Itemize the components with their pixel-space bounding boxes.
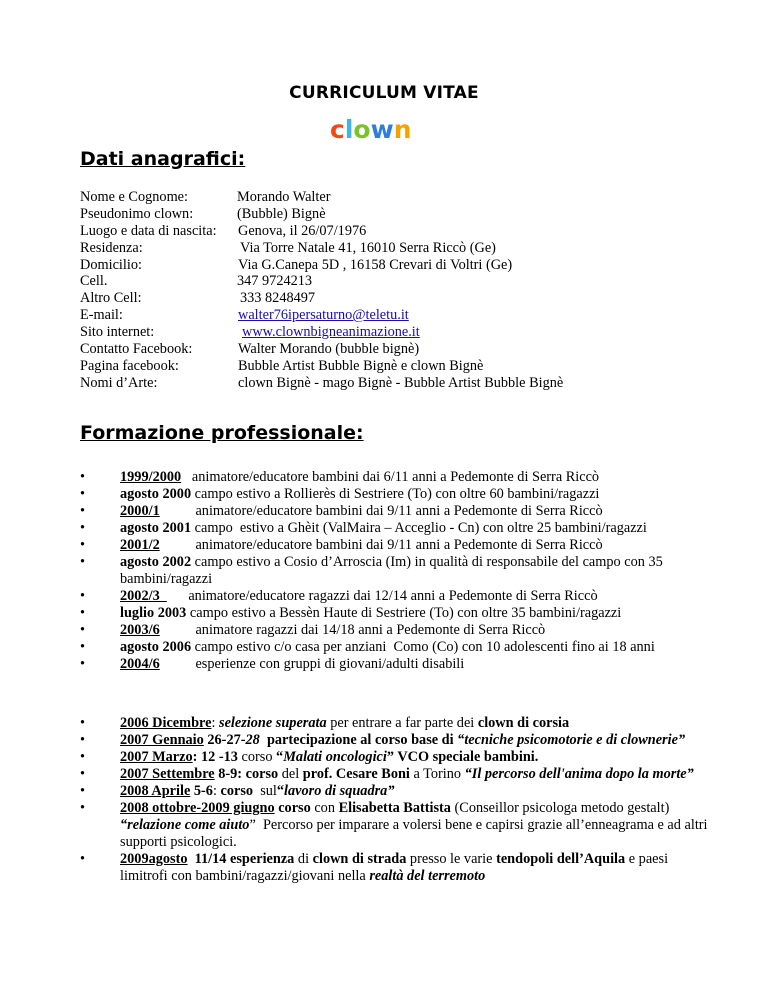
bullet-icon: • [80, 588, 86, 604]
training-item [80, 749, 710, 766]
training-text: 2008 ottobre-2009 giugno [120, 800, 275, 816]
bullet-icon: • [80, 656, 86, 672]
personal-row-value: clown Bignè - mago Bignè - Bubble Artist Bubble Bignè [238, 374, 564, 391]
training-text: presso le varie [406, 851, 497, 867]
training-text: : [211, 715, 219, 731]
training-text: del [278, 766, 303, 782]
training-text: 2001/2 [120, 537, 160, 553]
training-item [80, 588, 710, 605]
training-text: con [310, 800, 339, 816]
training-item [80, 503, 710, 520]
training-text: animatore/educatore bambini dai 9/11 anni a Pedemonte di Serra Riccò [159, 537, 603, 553]
personal-row-label: Cell. [80, 273, 108, 290]
training-heading: Formazione professionale: [80, 422, 364, 444]
personal-row-label: Pagina facebook: [80, 357, 179, 374]
personal-row-value: Via G.Canepa 5D , 16158 Crevari di Voltri (Ge) [238, 256, 513, 273]
training-item [80, 486, 710, 503]
training-list-courses [80, 715, 710, 885]
bullet-icon: • [80, 622, 86, 638]
personal-row-label: Altro Cell: [80, 290, 142, 307]
bullet-icon: • [80, 800, 86, 816]
personal-row-value: Genova, il 26/07/1976 [238, 222, 367, 239]
personal-row-value: Morando Walter [237, 189, 331, 205]
training-item [80, 520, 710, 537]
training-text: sul [253, 783, 277, 799]
personal-row-value: 333 8248497 [240, 290, 316, 307]
document-title: CURRICULUM VITAE [289, 83, 479, 103]
training-item [80, 800, 710, 851]
bullet-icon: • [80, 537, 86, 553]
training-text: agosto 2001 [120, 520, 192, 536]
training-text: Malati oncologici [283, 749, 387, 765]
training-text: “relazione come aiuto [120, 817, 250, 833]
training-text: campo estivo a Cosio d’Arroscia (Im) in qualità di responsabile del campo con 35 bambini/ragazzi [120, 554, 667, 587]
training-text: campo estivo a Bessèn Haute di Sestriere (To) con oltre 35 bambini/ragazzi [186, 605, 622, 621]
training-item [80, 622, 710, 639]
training-item [80, 537, 710, 554]
personal-row-label: Sito internet: [80, 324, 155, 341]
website-link[interactable]: www.clownbigneanimazione.it [242, 324, 420, 341]
training-item [80, 783, 710, 800]
personal-row-label: Residenza: [80, 239, 143, 256]
training-text: 2006 Dicembre [120, 715, 212, 731]
personal-row-value: 347 9724213 [237, 273, 313, 290]
training-text: ” Percorso per imparare a volersi bene e capirsi grazie all’enneagrama e ad altri supporti psicologici. [120, 817, 712, 850]
training-text: esperienze con gruppi di giovani/adulti disabili [159, 656, 465, 672]
personal-row-label: Nome e Cognome: [80, 189, 189, 205]
training-item [80, 605, 710, 622]
training-text: agosto 2006 [120, 639, 192, 655]
bullet-icon: • [80, 639, 86, 655]
personal-row-label: Domicilio: [80, 256, 142, 273]
training-item [80, 639, 710, 656]
training-text: 2007 Marzo [120, 749, 193, 765]
training-text: corso [237, 749, 277, 765]
training-text: clown di corsia [477, 715, 570, 731]
training-item [80, 656, 710, 673]
personal-row-label: E-mail: [80, 307, 123, 324]
training-text: 2004/6 [120, 656, 160, 672]
personal-data-heading: Dati anagrafici: [80, 148, 246, 170]
training-text: campo estivo a Ghèit (ValMaira – Acceglio - Cn) con oltre 25 bambini/ragazzi [191, 520, 647, 536]
training-text: selezione superata [219, 715, 327, 731]
training-text: ” VCO speciale bambini. [386, 749, 539, 765]
training-item [80, 851, 710, 885]
training-item [80, 469, 710, 486]
training-text: “tecniche psicomotorie e di clownerie” [457, 732, 686, 748]
training-text: campo estivo a Rollierès di Sestriere (To) con oltre 60 bambini/ragazzi [191, 486, 600, 502]
bullet-icon: • [80, 605, 86, 621]
training-text: animatore ragazzi dai 14/18 anni a Pedemonte di Serra Riccò [159, 622, 546, 638]
clown-letter: n [393, 115, 412, 144]
training-text: : 12 -13 [192, 749, 238, 765]
personal-row-label: Nomi d’Arte: [80, 374, 158, 391]
bullet-icon: • [80, 766, 86, 782]
clown-letter: l [344, 115, 354, 144]
training-text: 26-27- [203, 732, 246, 748]
personal-row-label: Pseudonimo clown: [80, 205, 194, 222]
training-text: 2008 Aprile [120, 783, 191, 799]
training-text: prof. Cesare Boni [302, 766, 410, 782]
training-item [80, 766, 710, 783]
training-item [80, 732, 710, 749]
training-text: a Torino [409, 766, 465, 782]
personal-row-label: Luogo e data di nascita: [80, 222, 217, 239]
personal-row-value: Bubble Artist Bubble Bignè e clown Bignè [238, 357, 484, 374]
training-text: animatore/educatore bambini dai 6/11 anni a Pedemonte di Serra Riccò [181, 469, 600, 485]
clown-letter: c [330, 115, 345, 144]
clown-letter: w [370, 115, 394, 144]
training-text: tendopoli dell’Aquila [496, 851, 626, 867]
training-text: 1999/2000 [120, 469, 182, 485]
training-text: realtà del terremoto [369, 868, 486, 884]
personal-row-value: (Bubble) Bignè [237, 205, 326, 222]
training-text: lavoro di squadra” [284, 783, 395, 799]
training-text: corso [274, 800, 311, 816]
training-text: partecipazione al corso base di [259, 732, 458, 748]
personal-row-label: Contatto Facebook: [80, 341, 193, 358]
clown-logo [330, 115, 412, 144]
training-text: 2007 Gennaio [120, 732, 204, 748]
training-text: animatore/educatore bambini dai 9/11 anni a Pedemonte di Serra Riccò [159, 503, 603, 519]
training-text: 5-6 [190, 783, 213, 799]
email-link[interactable]: walter76ipersaturno@teletu.it [238, 307, 409, 324]
training-text: animatore/educatore ragazzi dai 12/14 anni a Pedemonte di Serra Riccò [166, 588, 598, 604]
bullet-icon: • [80, 503, 86, 519]
bullet-icon: • [80, 520, 86, 536]
bullet-icon: • [80, 715, 86, 731]
training-list-experience [80, 469, 710, 673]
bullet-icon: • [80, 554, 86, 570]
training-text: per entrare a far parte dei [326, 715, 478, 731]
training-text: : [212, 783, 221, 799]
training-text: 11/14 esperienza [187, 851, 295, 867]
training-text: clown di strada [312, 851, 407, 867]
training-text: 2007 Settembre [120, 766, 215, 782]
training-item [80, 554, 710, 588]
training-text: “Il percorso dell'anima dopo la morte” [464, 766, 694, 782]
bullet-icon: • [80, 749, 86, 765]
training-text: corso [220, 783, 254, 799]
training-text: agosto 2002 [120, 554, 192, 570]
training-text: 2000/1 [120, 503, 160, 519]
training-text: “ [276, 783, 285, 799]
training-text: 28 [245, 732, 260, 748]
bullet-icon: • [80, 469, 86, 485]
training-text: agosto 2000 [120, 486, 192, 502]
bullet-icon: • [80, 851, 86, 867]
training-text: di [294, 851, 313, 867]
training-text: 2002/3 [120, 588, 167, 604]
bullet-icon: • [80, 783, 86, 799]
training-text: 2009agosto [120, 851, 188, 867]
training-text: 2003/6 [120, 622, 160, 638]
training-text: 8-9: corso [214, 766, 279, 782]
personal-row-value: Via Torre Natale 41, 16010 Serra Riccò (Ge) [240, 239, 496, 256]
training-text: Elisabetta Battista [338, 800, 451, 816]
bullet-icon: • [80, 486, 86, 502]
training-text: (Conseillor psicologa metodo gestalt) [450, 800, 673, 816]
training-text: luglio 2003 [120, 605, 187, 621]
bullet-icon: • [80, 732, 86, 748]
personal-row-value: Walter Morando (bubble bignè) [238, 341, 420, 358]
training-text: campo estivo c/o casa per anziani Como (Co) con 10 adolescenti fino ai 18 anni [191, 639, 655, 655]
training-text: “ [276, 749, 284, 765]
training-item [80, 715, 710, 732]
training-text: e paesi limitrofi con bambini/ragazzi/giovani nella [120, 851, 672, 884]
clown-letter: o [353, 115, 371, 144]
